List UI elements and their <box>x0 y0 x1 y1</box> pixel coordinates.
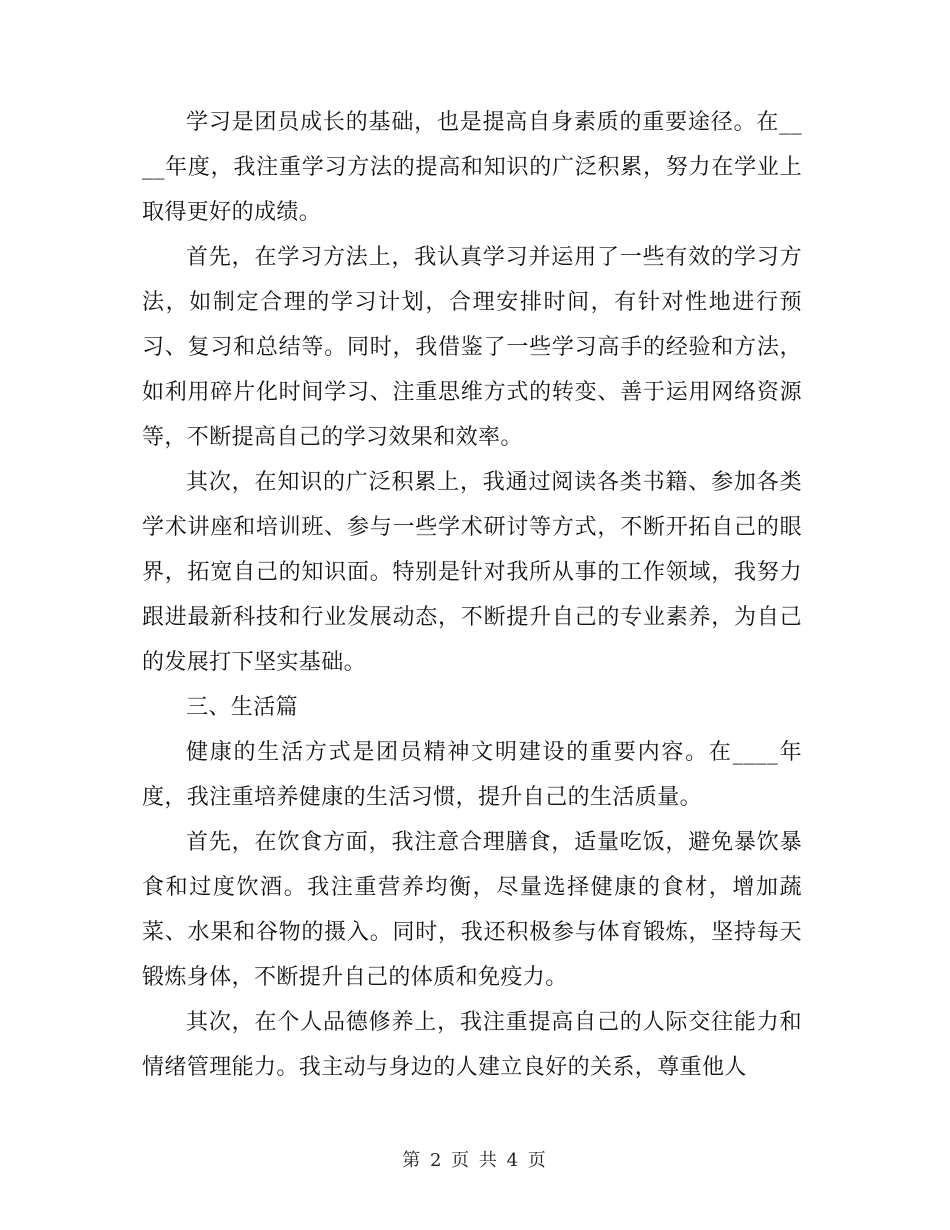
paragraph-life-diet: 首先，在饮食方面，我注意合理膳食，适量吃饭，避免暴饮暴食和过度饮酒。我注重营养均衡，尽量选择健康的食材，增加蔬菜、水果和谷物的摄入。同时，我还积极参与体育锻炼，坚持每天锻炼身体，不断提升自己的体质和免疫力。 <box>142 830 802 990</box>
page-number-footer: 第 2 页 共 4 页 <box>402 1150 548 1171</box>
paragraph-study-methods: 首先，在学习方法上，我认真学习并运用了一些有效的学习方法，如制定合理的学习计划，合理安排时间，有针对性地进行预习、复习和总结等。同时，我借鉴了一些学习高手的经验和方法，如利用碎片化时间学习、注重思维方式的转变、善于运用网络资源等，不断提高自己的学习效果和效率。 <box>142 245 802 450</box>
paragraph-study-knowledge: 其次，在知识的广泛积累上，我通过阅读各类书籍、参加各类学术讲座和培训班、参与一些学术研讨等方式，不断开拓自己的眼界，拓宽自己的知识面。特别是针对我所从事的工作领域，我努力跟进最新科技和行业发展动态，不断提升自己的专业素养，为自己的发展打下坚实基础。 <box>142 470 802 675</box>
section-heading-life: 三、生活篇 <box>186 695 299 720</box>
document-body <box>142 100 802 1090</box>
paragraph-life-character: 其次，在个人品德修养上，我注重提高自己的人际交往能力和情绪管理能力。我主动与身边的人建立良好的关系，尊重他人 <box>142 1010 802 1080</box>
paragraph-study-intro: 学习是团员成长的基础，也是提高自身素质的重要途径。在____年度，我注重学习方法的提高和知识的广泛积累，努力在学业上取得更好的成绩。 <box>142 110 802 225</box>
paragraph-life-intro: 健康的生活方式是团员精神文明建设的重要内容。在____年度，我注重培养健康的生活习惯，提升自己的生活质量。 <box>142 740 802 810</box>
